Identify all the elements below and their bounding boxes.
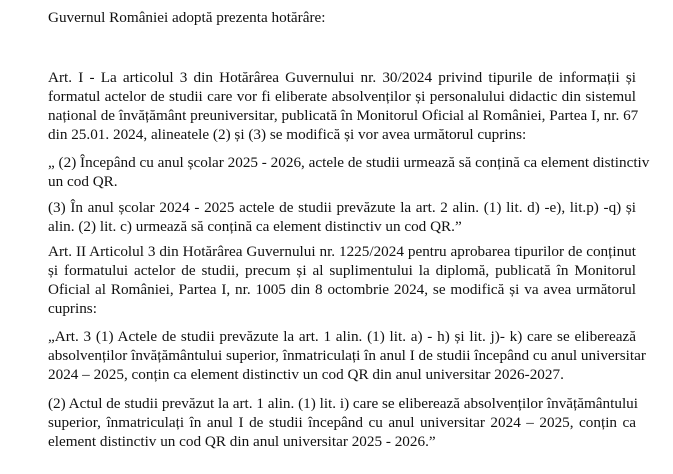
art2-line-1: Art. II Articolul 3 din Hotărârea Guvernului nr. 1225/2024 pentru aprobarea tipurilor de conținut [48, 243, 636, 260]
art1-al2-line-1: „ (2) Începând cu anul școlar 2025 - 2026, actele de studii urmează să conțină ca element distinctiv [48, 154, 650, 171]
art1-al3-line-2: alin. (2) lit. c) urmează să conțină ca element distinctiv un cod QR.” [48, 218, 462, 235]
art1-line-4: din 25.01. 2024, alineatele (2) și (3) se modifică și vor avea următorul cuprins: [48, 126, 527, 143]
art1-al2-line-2: un cod QR. [48, 173, 118, 190]
art2-line-4: cuprins: [48, 300, 97, 317]
art2-al1-line-3: 2024 – 2025, conțin ca element distinctiv un cod QR din anul universitar 2026-2027. [48, 366, 564, 383]
art2-al2-line-2: superior, înmatriculați în anul I de studii începând cu anul universitar 2024 – 2025, conțin ca [48, 414, 636, 431]
art2-al2-line-3: element distinctiv un cod QR din anul universitar 2025 - 2026.” [48, 433, 436, 450]
intro-text: Guvernul României adoptă prezenta hotărâre: [48, 9, 326, 26]
art2-al2-line-1: (2) Actul de studii prevăzut la art. 1 alin. (1) lit. i) care se eliberează absolvenților învățământului [48, 395, 638, 412]
art2-al1-line-2: absolvenților învățământului superior, înmatriculați în anul I de studii începând cu anul universitar [48, 347, 646, 364]
art2-al1-line-1: „Art. 3 (1) Actele de studii prevăzute la art. 1 alin. (1) lit. a) - h) și lit. j)- k) care se eliberează [48, 328, 636, 345]
art1-line-3: național de învățământ preuniversitar, publicată în Monitorul Oficial al României, Partea I, nr. 67 [48, 107, 639, 124]
art1-line-2: formatul actelor de studii care vor fi eliberate absolvenților și personalului didactic din sistemul [48, 88, 636, 105]
art1-al3-line-1: (3) În anul școlar 2024 - 2025 actele de studii prevăzute la art. 2 alin. (1) lit. d) -e), lit.p) -q) și [48, 199, 636, 216]
art2-line-2: și formatului actelor de studii, precum și al suplimentului la diplomă, publicată în Monitorul [48, 262, 636, 279]
art2-line-3: Oficial al României, Partea I, nr. 1005 din 8 octombrie 2024, se modifică și va avea următorul [48, 281, 636, 298]
art1-line-1: Art. I - La articolul 3 din Hotărârea Guvernului nr. 30/2024 privind tipurile de informații și [48, 69, 636, 86]
